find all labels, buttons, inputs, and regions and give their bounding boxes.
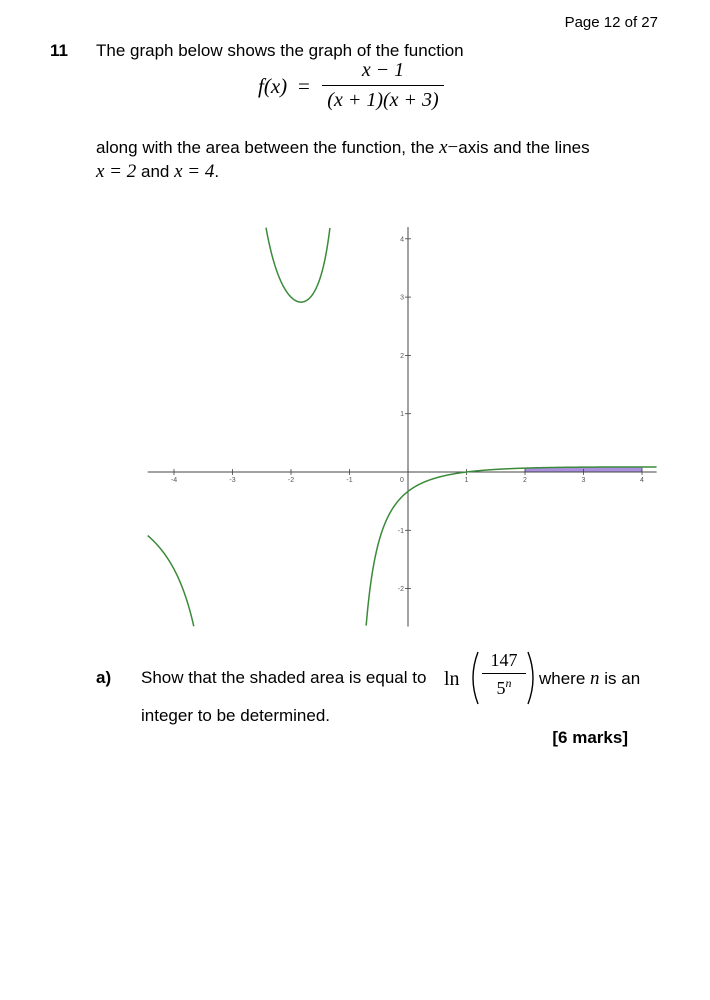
ln-denominator: [482, 676, 526, 699]
fraction-bar: [322, 85, 444, 86]
ln-symbol: ln: [444, 668, 460, 690]
x-tick-label: 2: [523, 477, 527, 484]
part-a-label: a): [96, 668, 112, 687]
ln-den-base: 5: [496, 678, 506, 698]
line1-dash: −: [447, 137, 459, 158]
function-numerator: x − 1: [361, 59, 405, 81]
ln-den-exponent: n: [505, 676, 512, 690]
y-tick-label: -1: [397, 527, 404, 535]
question-number: 11: [50, 41, 68, 60]
is-an-text: is an: [604, 669, 641, 688]
y-tick-label: 3: [400, 294, 404, 302]
line2-and: and: [141, 162, 170, 181]
part-a-text-after: [539, 668, 640, 690]
function-equals: =: [298, 74, 310, 98]
curve-branch-1: [148, 536, 194, 627]
line1-text: along with the area between the function, the: [96, 138, 435, 157]
y-tick-label: 2: [400, 352, 404, 360]
part-a-text: Show that the shaded area is equal to: [141, 668, 427, 687]
curve-branch-3: [366, 467, 656, 626]
x-tick-label: 0: [400, 477, 404, 484]
function-fraction: [322, 58, 444, 113]
marks: [6 marks]: [552, 728, 628, 747]
line2-eq1: x = 2: [96, 161, 137, 182]
question-intro: The graph below shows the graph of the function: [96, 41, 464, 60]
ln-numerator: 147: [490, 650, 518, 670]
x-tick-label: -1: [346, 477, 353, 484]
x-tick-label: 4: [640, 477, 644, 484]
curve-branch-2: [266, 228, 330, 302]
function-formula: [258, 58, 458, 118]
question-line-2: [96, 161, 219, 183]
line2-end: .: [214, 162, 220, 181]
y-tick-label: -2: [397, 586, 404, 594]
x-tick-label: -4: [170, 477, 178, 484]
ln-fraction: [482, 650, 526, 699]
x-tick-label: 1: [464, 477, 469, 484]
function-lhs: f(x): [258, 74, 288, 98]
where-text: where: [539, 669, 586, 688]
var-n: n: [590, 668, 600, 689]
x-tick-label: 3: [581, 477, 586, 484]
question-line-1: [96, 137, 590, 159]
page-number: Page 12 of 27: [564, 14, 658, 31]
line1-var: x: [439, 137, 448, 158]
ln-expression: [444, 648, 534, 708]
function-graph: [140, 210, 660, 630]
ln-fraction-bar: [482, 673, 526, 674]
x-tick-label: -2: [287, 477, 295, 484]
x-tick-label: -3: [229, 477, 236, 484]
part-a-line-2: integer to be determined.: [141, 706, 331, 725]
y-tick-label: 1: [400, 411, 404, 419]
line2-eq2: x = 4: [174, 161, 215, 182]
y-tick-label: 4: [400, 236, 404, 244]
function-denominator: (x + 1)(x + 3): [327, 89, 439, 111]
line1-end: axis and the lines: [458, 138, 590, 157]
